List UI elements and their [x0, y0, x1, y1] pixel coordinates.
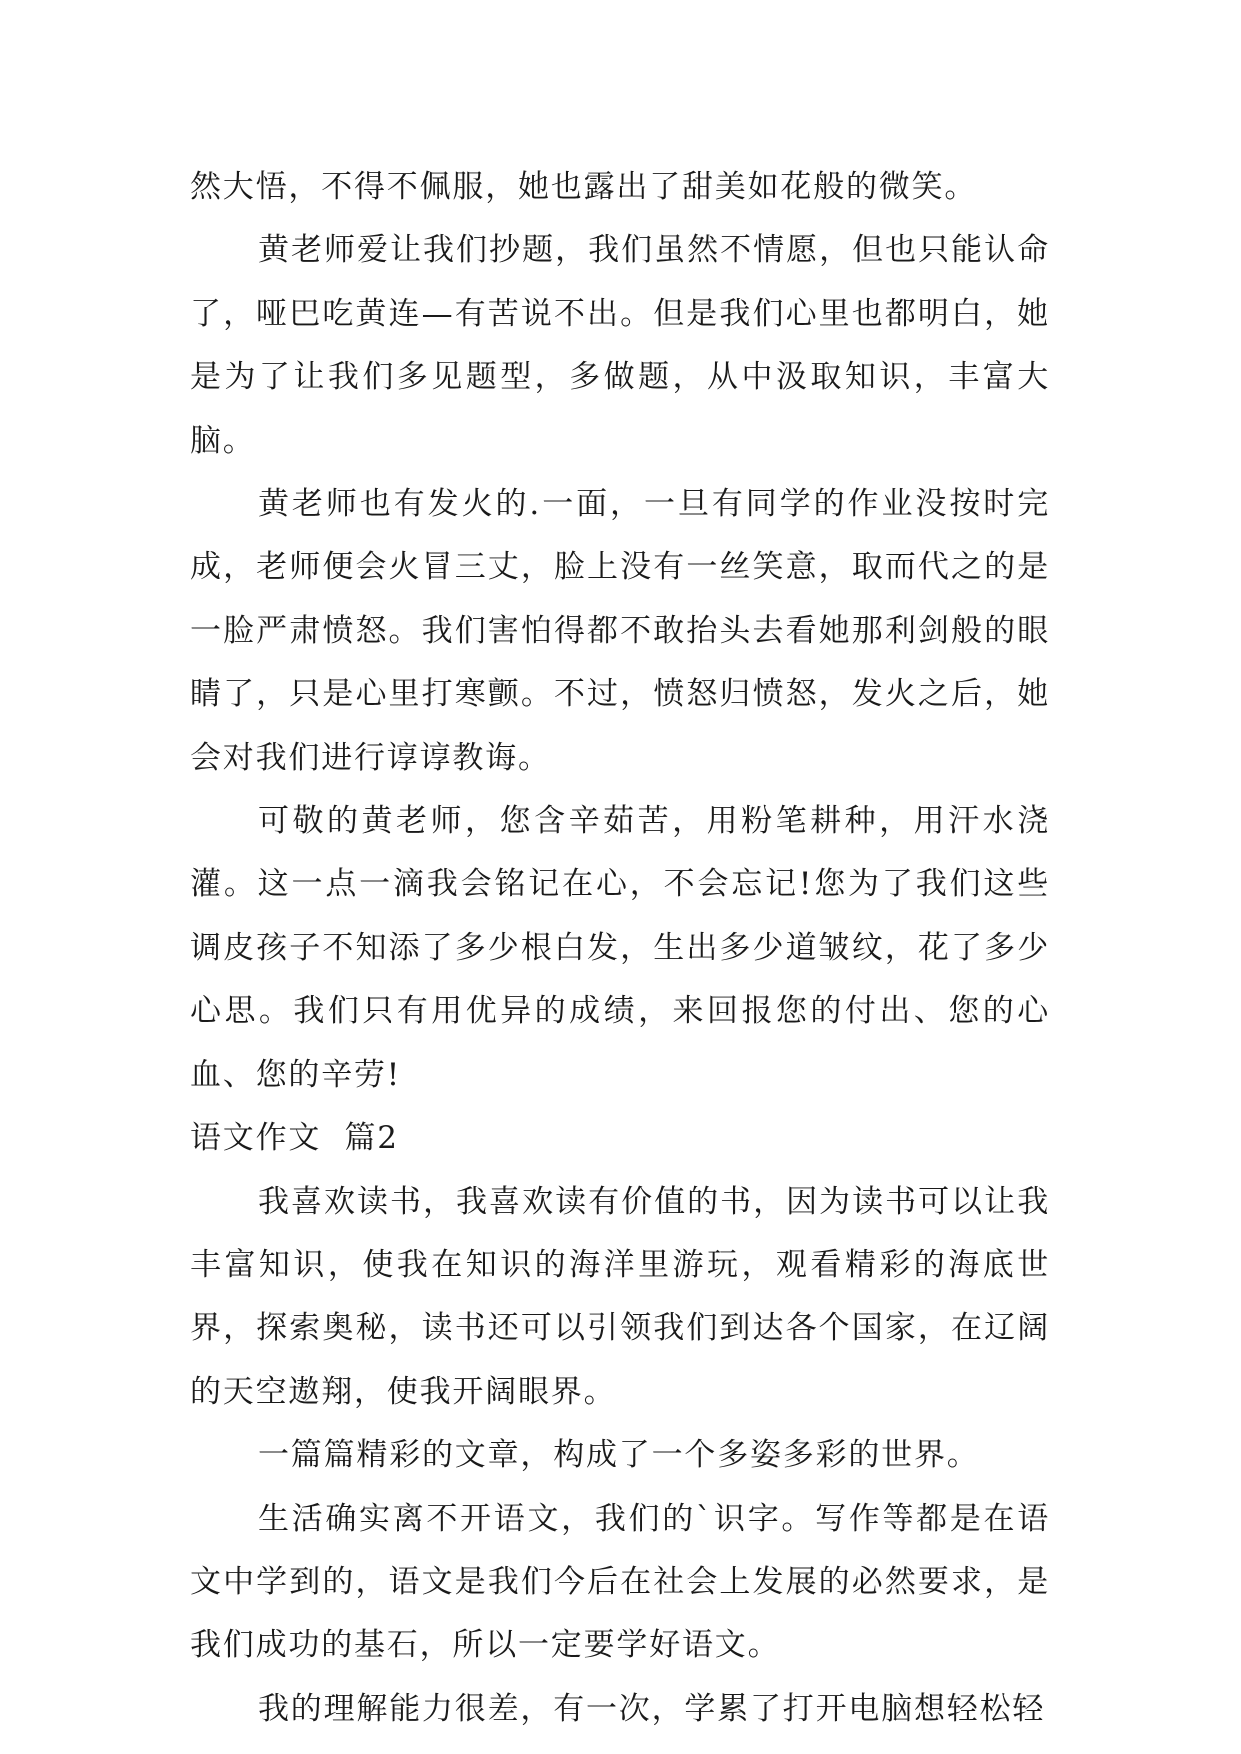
paragraph: 生活确实离不开语文，我们的`识字。写作等都是在语文中学到的，语文是我们今后在社会上发展的必然要求，是我们成功的基石，所以一定要学好语文。 — [190, 1500, 1050, 1664]
paragraph: 一篇篇精彩的文章，构成了一个多姿多彩的世界。 — [258, 1437, 980, 1474]
paragraph: 我的理解能力很差，有一次，学累了打开电脑想轻松轻 — [258, 1690, 1046, 1727]
paragraph-continuation: 然大悟，不得不佩服，她也露出了甜美如花般的微笑。 — [190, 169, 978, 205]
article-body — [190, 156, 1050, 1741]
paragraph: 可敬的黄老师，您含辛茹苦，用粉笔耕种，用汗水浇灌。这一点一滴我会铭记在心，不会忘记!您为了我们这些调皮孩子不知添了多少根白发，生出多少道皱纹，花了多少心思。我们只有用优异的成绩，来回报您的付出、您的心血、您的辛劳! — [190, 803, 1050, 1093]
paragraph: 黄老师也有发火的.一面，一旦有同学的作业没按时完成，老师便会火冒三丈，脸上没有一丝笑意，取而代之的是一脸严肃愤怒。我们害怕得都不敢抬头去看她那利剑般的眼睛了，只是心里打寒颤。不过，愤怒归愤怒，发火之后，她会对我们进行谆谆教诲。 — [190, 486, 1050, 776]
paragraph: 黄老师爱让我们抄题，我们虽然不情愿，但也只能认命了，哑巴吃黄连—有苦说不出。但是我们心里也都明白，她是为了让我们多见题型，多做题，从中汲取知识，丰富大脑。 — [190, 232, 1050, 459]
section-heading: 语文作文 篇2 — [190, 1120, 399, 1157]
paragraph: 我喜欢读书，我喜欢读有价值的书，因为读书可以让我丰富知识，使我在知识的海洋里游玩，观看精彩的海底世界，探索奥秘，读书还可以引领我们到达各个国家，在辽阔的天空遨翔，使我开阔眼界。 — [190, 1183, 1050, 1410]
